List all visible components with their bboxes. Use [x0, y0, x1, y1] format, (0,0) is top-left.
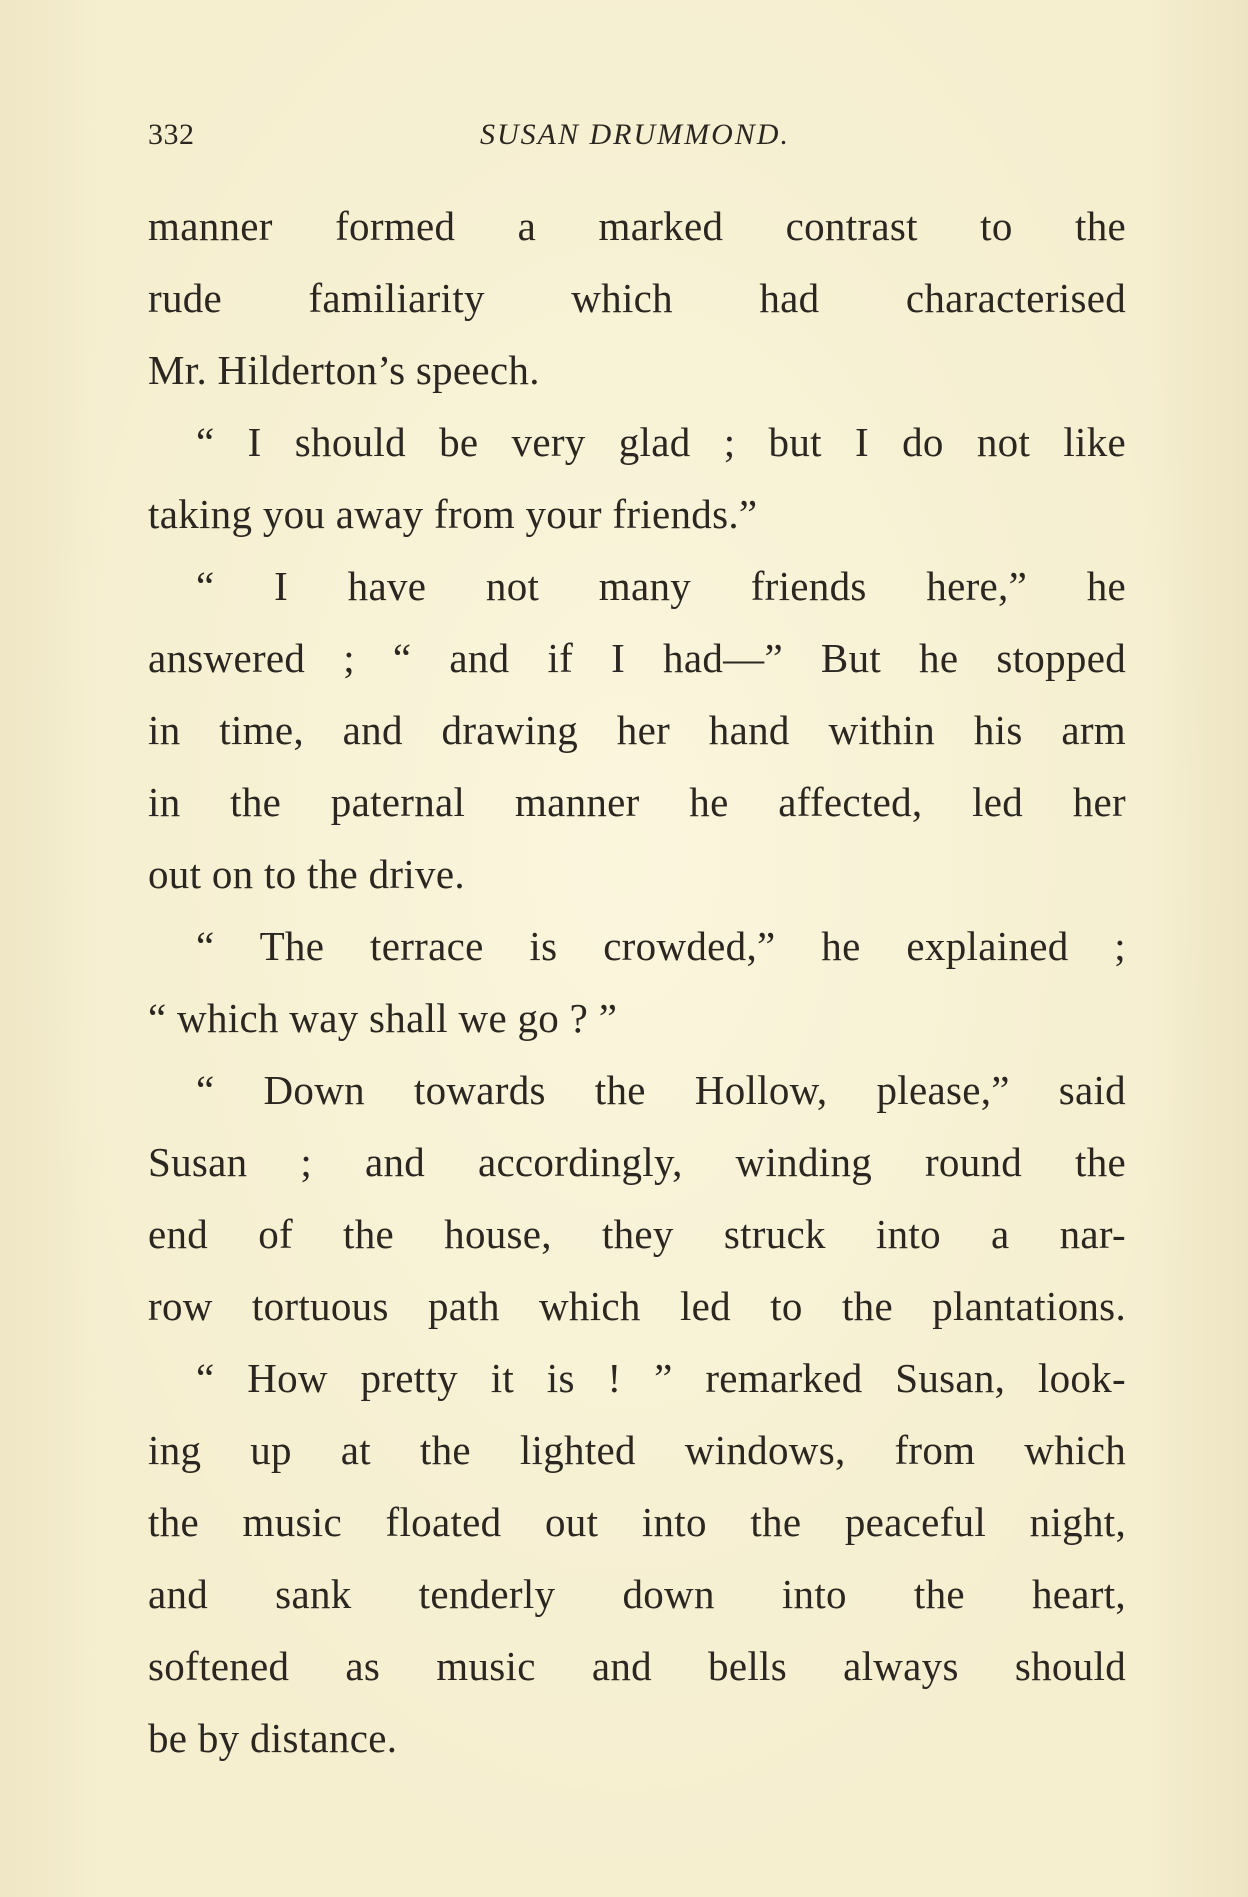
- text-line: ing up at the lighted windows, from which: [148, 1427, 1126, 1473]
- running-head: [148, 118, 1128, 158]
- text-line: taking you away from your friends.”: [148, 491, 758, 537]
- text-line: “ I should be very glad ; but I do not like: [196, 419, 1126, 465]
- page-number: 332: [148, 118, 195, 151]
- text-line: row tortuous path which led to the plantations.: [148, 1283, 1126, 1329]
- body-text: [148, 196, 1126, 1780]
- text-line: “ How pretty it is ! ” remarked Susan, look-: [196, 1355, 1126, 1401]
- text-line: and sank tenderly down into the heart,: [148, 1571, 1126, 1617]
- text-line: Susan ; and accordingly, winding round the: [148, 1139, 1126, 1185]
- text-line: the music floated out into the peaceful night,: [148, 1499, 1126, 1545]
- text-line: manner formed a marked contrast to the: [148, 203, 1126, 249]
- text-line: out on to the drive.: [148, 851, 465, 897]
- text-line: in time, and drawing her hand within his arm: [148, 707, 1126, 753]
- text-line: rude familiarity which had characterised: [148, 275, 1126, 321]
- text-line: “ I have not many friends here,” he: [196, 563, 1126, 609]
- running-title: SUSAN DRUMMOND.: [480, 118, 790, 151]
- text-line: “ Down towards the Hollow, please,” said: [196, 1067, 1126, 1113]
- text-line: in the paternal manner he affected, led her: [148, 779, 1126, 825]
- text-line: “ The terrace is crowded,” he explained ;: [196, 923, 1126, 969]
- text-line: be by distance.: [148, 1715, 398, 1761]
- text-line: softened as music and bells always should: [148, 1643, 1126, 1689]
- text-line: “ which way shall we go ? ”: [148, 995, 618, 1041]
- text-line: Mr. Hilderton’s speech.: [148, 347, 540, 393]
- text-line: end of the house, they struck into a nar-: [148, 1211, 1126, 1257]
- text-line: answered ; “ and if I had—” But he stopped: [148, 635, 1126, 681]
